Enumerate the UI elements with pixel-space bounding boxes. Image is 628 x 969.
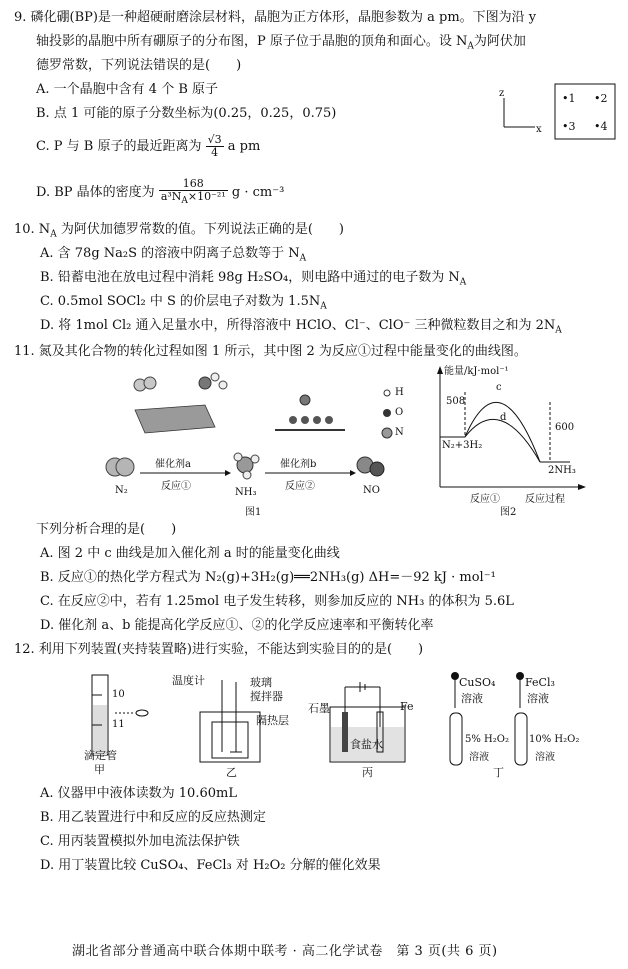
scale-10: 10 [112,689,125,700]
apparatus-ding [445,668,595,778]
page-footer: 湖北省部分普通高中联合体期中联考 · 高二化学试卷 第 3 页(共 6 页) [72,944,498,959]
q9-option-a: A. 一个晶胞中含有 4 个 B 原子 [36,82,219,97]
q11-figure-1 [95,365,425,518]
q10-option-b: B. 铅蓄电池在放电过程中消耗 98g H₂SO₄，则电路中通过的电子数为 $N_A$ [40,270,467,288]
brine-label: 食盐水 [350,738,383,751]
n2-label: N₂ [115,485,128,496]
reactant-label: N₂+3H₂ [442,440,483,451]
q10-option-a: A. 含 78g Na₂S 的溶液中阴离子总数等于 $N_A$ [40,246,307,264]
h2o2-5-solution: 溶液 [469,752,489,763]
label-ding: 丁 [493,766,504,779]
q11-stem: 11. 氮及其化合物的转化过程如图 1 所示，其中图 2 为反应①过程中能量变化的曲线图。 [14,344,527,359]
atom-point-3: •3 [562,120,576,133]
atom-point-1: •1 [562,92,576,105]
q12-stem: 12. 利用下列装置(夹持装置略)进行实验，不能达到实验目的的是( ) [14,642,424,657]
q11-option-d: D. 催化剂 a、b 能提高化学反应①、②的化学反应速率和平衡转化率 [40,618,434,633]
q11-figure-2-energy [430,362,600,517]
legend-o: O [395,407,404,418]
figure-2-caption: 图2 [500,507,517,518]
thermometer-label: 温度计 [172,674,205,687]
h2o2-10-solution: 溶液 [535,752,555,763]
q10-option-d: D. 将 1mol Cl₂ 通入足量水中，所得溶液中 HClO、Cl⁻、ClO⁻ 三种微粒数目之和为 $2N_A$ [40,318,562,336]
apparatus-bing [300,672,430,779]
legend-n: N [395,427,404,438]
energy-axis-label: 能量/kJ·mol⁻¹ [444,366,509,377]
q12-option-a: A. 仪器甲中液体读数为 10.60mL [40,786,237,801]
q10-option-c: C. 0.5mol SOCl₂ 中 S 的价层电子对数为 $1.5N_A$ [40,294,327,312]
iron-label: Fe [400,700,414,713]
q9-line2: 轴投影的晶胞中所有硼原子的分布图，P 原子位于晶胞的顶角和面心。设 $N_A$为阿伏加 [36,34,526,52]
cuso4-solution-label: 溶液 [461,692,483,705]
catalyst-b-label: 催化剂b [280,459,317,470]
label-yi: 乙 [226,766,237,779]
apparatus-yi [170,672,290,779]
label-jia: 甲 [94,763,105,776]
curve-d-label: d [500,412,507,423]
figure-1-caption: 图1 [245,507,262,518]
atom-point-2: •2 [594,92,608,105]
q12-option-c: C. 用丙装置模拟外加电流法保护铁 [40,834,240,849]
axis-z-label: z [499,88,505,99]
stirrer-label-1: 玻璃 [250,676,272,689]
q11-option-b: B. 反应①的热化学方程式为 N₂(g)+3H₂(g)══2NH₃(g) ΔH=－92 kJ · mol⁻¹ [40,570,496,585]
atom-point-4: •4 [594,120,608,133]
catalyst-a-label: 催化剂a [155,459,191,470]
apparatus-jia [80,665,160,775]
no-label: NO [363,485,380,496]
burette-label: 滴定管 [84,749,117,762]
label-bing: 丙 [362,766,373,779]
q9-line3: 德罗常数，下列说法错误的是( ) [36,58,242,73]
q9-option-c: C. P 与 B 原子的最近距离为 $\frac{√3}{4}$ a pm [36,133,261,159]
q9-option-b: B. 点 1 可能的原子分数坐标为(0.25，0.25，0.75) [36,106,337,121]
product-label: 2NH₃ [548,465,576,476]
stirrer-label-2: 搅拌器 [250,690,283,703]
reaction-1-label: 反应① [161,481,191,492]
q9-option-d: D. BP 晶体的密度为 $\frac{168}{a^3N_A\times 10^{-21}}$ g · cm⁻³ [36,177,285,207]
cuso4-label: CuSO₄ [459,676,496,689]
x-label-process: 反应过程 [525,494,565,505]
scale-11: 11 [112,719,125,730]
q9-line1: 9. 磷化硼(BP)是一种超硬耐磨涂层材料，晶胞为正方体形，晶胞参数为 a pm。下图为沿 y [14,10,537,25]
q12-option-d: D. 用丁装置比较 CuSO₄、FeCl₃ 对 H₂O₂ 分解的催化效果 [40,858,381,873]
q11-option-c: C. 在反应②中，若有 1.25mol 电子发生转移，则参加反应的 NH₃ 的体积为 5.6L [40,594,514,609]
energy-600: 600 [555,422,575,433]
fecl3-label: FeCl₃ [525,676,555,689]
reaction-2-label: 反应② [285,481,315,492]
nh3-label: NH₃ [235,487,257,498]
fecl3-solution-label: 溶液 [527,692,549,705]
energy-508: 508 [446,396,466,407]
q11-option-a: A. 图 2 中 c 曲线是加入催化剂 a 时的能量变化曲线 [40,546,340,561]
q11-prompt: 下列分析合理的是( ) [36,522,177,537]
h2o2-5-label: 5% H₂O₂ [465,734,509,745]
q9-projection-figure [490,82,620,144]
h2o2-10-label: 10% H₂O₂ [529,734,580,745]
x-label-reaction1: 反应① [470,494,500,505]
q10-stem: 10. $N_A$ 为阿伏加德罗常数的值。下列说法正确的是( ) [14,222,344,240]
insulation-label: 隔热层 [256,714,289,727]
axis-x-label: x [536,124,542,135]
q12-option-b: B. 用乙装置进行中和反应的反应热测定 [40,810,266,825]
legend-h: H [395,387,404,398]
graphite-label: 石墨 [308,702,330,715]
curve-c-label: c [496,382,502,393]
